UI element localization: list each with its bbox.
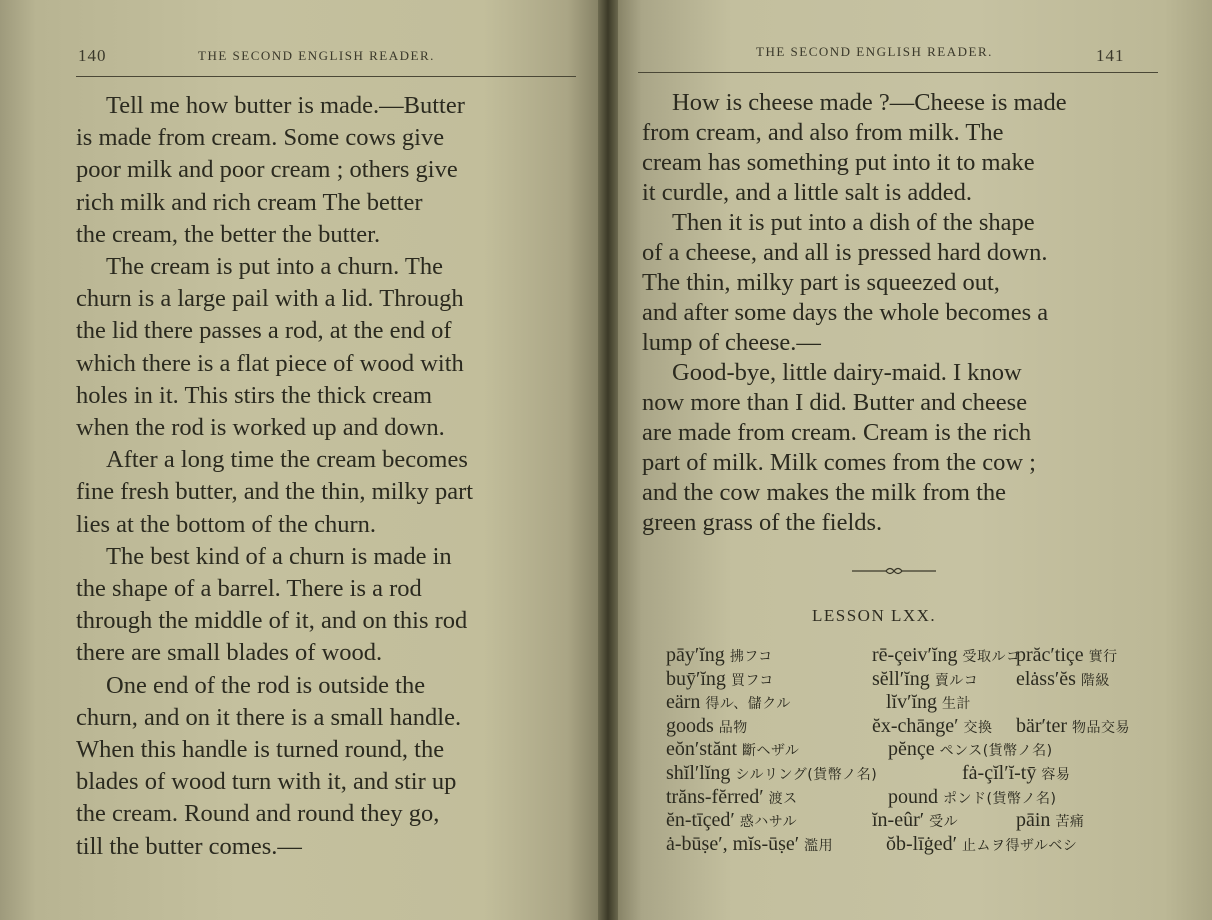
vocabulary-entry bbox=[872, 644, 1020, 667]
paragraph bbox=[76, 251, 576, 444]
vocabulary-gloss: 物品交易 bbox=[1072, 719, 1131, 736]
text-line: fine fresh butter, and the thin, milky part bbox=[76, 478, 474, 506]
vocabulary-word: goods bbox=[666, 714, 719, 737]
text-line: Then it is put into a dish of the shape bbox=[672, 209, 1035, 236]
vocabulary-word: buȳ′ĭng bbox=[666, 667, 731, 690]
vocabulary-entry bbox=[872, 668, 978, 691]
paragraph bbox=[642, 358, 1162, 538]
right-page bbox=[612, 0, 1212, 920]
text-line: part of milk. Milk comes from the cow ; bbox=[642, 449, 1036, 476]
vocabulary-entry bbox=[666, 762, 877, 785]
header-rule-right bbox=[638, 72, 1158, 73]
left-page bbox=[0, 0, 604, 920]
vocabulary-row bbox=[666, 668, 1186, 692]
vocabulary-word: ĭn-eûr′ bbox=[872, 809, 930, 832]
text-line: cream has something put into it to make bbox=[642, 149, 1035, 176]
vocabulary-row bbox=[666, 644, 1186, 668]
vocabulary-row bbox=[666, 762, 1186, 786]
paragraph bbox=[76, 541, 576, 670]
vocabulary-gloss: ペンス(貨幣ノ名) bbox=[939, 743, 1053, 760]
text-line: of a cheese, and all is pressed hard down. bbox=[642, 239, 1048, 266]
vocabulary-row bbox=[666, 786, 1186, 810]
vocabulary-word: elȧss′ĕs bbox=[1016, 667, 1081, 690]
book-gutter bbox=[598, 0, 618, 920]
vocabulary-row bbox=[666, 691, 1186, 715]
vocabulary-entry bbox=[666, 809, 797, 832]
vocabulary-gloss: ポンド(貨幣ノ名) bbox=[943, 790, 1057, 807]
text-line: churn, and on it there is a small handle. bbox=[76, 703, 462, 731]
vocabulary-entry bbox=[666, 738, 799, 761]
text-line: is made from cream. Some cows give bbox=[76, 124, 445, 152]
text-line: the cream, the better the butter. bbox=[76, 220, 381, 248]
vocabulary-gloss: 惑ハサル bbox=[739, 814, 798, 831]
vocabulary-entry bbox=[888, 786, 1056, 809]
text-line: from cream, and also from milk. The bbox=[642, 119, 1004, 146]
vocabulary-row bbox=[666, 833, 1186, 857]
text-line: The thin, milky part is squeezed out, bbox=[642, 269, 1000, 296]
text-line: when the rod is worked up and down. bbox=[76, 414, 445, 442]
vocabulary-gloss: 生計 bbox=[942, 696, 972, 713]
text-line: and after some days the whole becomes a bbox=[642, 299, 1049, 326]
vocabulary-gloss: 受取ルコ bbox=[962, 649, 1021, 665]
text-line: lies at the bottom of the churn. bbox=[76, 510, 377, 538]
vocabulary-entry bbox=[666, 644, 773, 667]
text-line: After a long time the cream becomes bbox=[106, 446, 468, 474]
paragraph bbox=[76, 444, 576, 541]
vocabulary-word: fȧ-çĭl′ĭ-tȳ bbox=[962, 761, 1042, 784]
paragraph bbox=[76, 90, 576, 251]
vocabulary-gloss: 容易 bbox=[1041, 766, 1071, 783]
vocabulary-word: pĕnçe bbox=[888, 738, 940, 761]
running-header-right: THE SECOND ENGLISH READER. bbox=[756, 44, 993, 59]
paragraph bbox=[76, 670, 576, 863]
text-line: holes in it. This stirs the thick cream bbox=[76, 381, 433, 409]
text-line: The best kind of a churn is made in bbox=[106, 542, 452, 570]
vocabulary-word: prăc′tiçe bbox=[1016, 644, 1089, 666]
vocabulary-gloss: 交換 bbox=[963, 719, 993, 736]
vocabulary-entry bbox=[1016, 715, 1130, 738]
text-line: are made from cream. Cream is the rich bbox=[642, 419, 1032, 446]
vocabulary-gloss: 苦痛 bbox=[1055, 814, 1085, 831]
vocabulary-row bbox=[666, 738, 1186, 762]
vocabulary-entry bbox=[872, 715, 993, 738]
vocabulary-gloss: 品物 bbox=[718, 719, 748, 736]
text-line: churn is a large pail with a lid. Through bbox=[76, 285, 464, 313]
vocabulary-gloss: 濫用 bbox=[804, 837, 834, 854]
header-rule-left bbox=[76, 76, 576, 77]
vocabulary-word: shĭl′lĭng bbox=[666, 761, 736, 784]
vocabulary-entry bbox=[872, 809, 958, 832]
text-line: poor milk and poor cream ; others give bbox=[76, 156, 458, 184]
vocabulary-entry bbox=[886, 691, 971, 714]
section-divider-ornament bbox=[852, 564, 936, 578]
page-number-right: 141 bbox=[1096, 46, 1125, 65]
vocabulary-gloss: シルリング(貨幣ノ名) bbox=[735, 766, 878, 783]
vocabulary-gloss: 受ル bbox=[929, 814, 959, 831]
text-line: the cream. Round and round they go, bbox=[76, 800, 440, 828]
vocabulary-word: ŏb-līġed′ bbox=[886, 832, 963, 855]
vocabulary-word: rē-çeiv′ĭng bbox=[872, 644, 963, 666]
vocabulary-entry bbox=[886, 833, 1077, 856]
vocabulary-gloss: 得ル、儲クル bbox=[705, 696, 791, 713]
vocabulary-word: ĕn-tīçed′ bbox=[666, 809, 740, 832]
vocabulary-entry bbox=[666, 786, 798, 809]
text-line: Good-bye, little dairy-maid. I know bbox=[672, 359, 1022, 386]
vocabulary-gloss: 斷ヘザル bbox=[742, 743, 800, 760]
vocabulary-gloss: 拂フコ bbox=[729, 649, 773, 665]
vocabulary-word: eŏn′stănt bbox=[666, 738, 743, 761]
text-line: rich milk and rich cream The better bbox=[76, 188, 423, 216]
vocabulary-word: lĭv′ĭng bbox=[886, 691, 943, 714]
vocabulary-gloss: 渡ス bbox=[768, 790, 798, 807]
text-line: When this handle is turned round, the bbox=[76, 736, 445, 763]
running-header-left: THE SECOND ENGLISH READER. bbox=[198, 48, 435, 63]
vocabulary-entry bbox=[666, 668, 774, 691]
vocabulary-entry bbox=[962, 762, 1070, 785]
vocabulary-word: eärn bbox=[666, 691, 706, 714]
vocabulary-entry bbox=[666, 715, 748, 738]
vocabulary-gloss: 賣ルコ bbox=[934, 672, 979, 689]
text-line: blades of wood turn with it, and stir up bbox=[76, 768, 457, 796]
text-line: green grass of the fields. bbox=[642, 509, 883, 536]
vocabulary-word: ȧ-būṣe′, mĭs-ūṣe′ bbox=[666, 832, 805, 855]
paragraph bbox=[642, 208, 1162, 358]
text-line: Tell me how butter is made.—Butter bbox=[106, 92, 465, 119]
vocabulary-entry bbox=[666, 691, 791, 714]
vocabulary-gloss: 止ムヲ得ザルベシ bbox=[962, 837, 1078, 854]
vocabulary-entry bbox=[888, 738, 1053, 761]
text-line: through the middle of it, and on this rod bbox=[76, 607, 468, 635]
text-line: it curdle, and a little salt is added. bbox=[642, 179, 972, 206]
lesson-title: LESSON LXX. bbox=[812, 606, 937, 625]
text-line: lump of cheese.— bbox=[642, 329, 821, 356]
text-line: the lid there passes a rod, at the end of bbox=[76, 317, 452, 345]
text-line: now more than I did. Butter and cheese bbox=[642, 389, 1028, 416]
vocabulary-word: bär′ter bbox=[1016, 714, 1073, 737]
vocabulary-gloss: 買フコ bbox=[730, 672, 774, 689]
text-line: till the butter comes.— bbox=[76, 832, 302, 860]
vocabulary-word: pāin bbox=[1016, 809, 1056, 832]
vocabulary-word: trăns-fĕrred′ bbox=[666, 785, 769, 808]
vocabulary-list bbox=[666, 644, 1186, 856]
vocabulary-entry bbox=[1016, 809, 1084, 832]
text-line: the shape of a barrel. There is a rod bbox=[76, 575, 422, 602]
vocabulary-entry bbox=[1016, 668, 1110, 691]
vocabulary-row bbox=[666, 809, 1186, 833]
vocabulary-entry bbox=[1016, 644, 1118, 667]
vocabulary-word: ĕx-chānge′ bbox=[872, 714, 964, 737]
text-line: and the cow makes the milk from the bbox=[642, 479, 1006, 506]
text-line: One end of the rod is outside the bbox=[106, 671, 426, 699]
vocabulary-word: sĕll′ĭng bbox=[872, 667, 935, 690]
vocabulary-entry bbox=[666, 833, 833, 856]
vocabulary-word: pāy′ĭng bbox=[666, 644, 730, 666]
vocabulary-word: pound bbox=[888, 785, 943, 808]
vocabulary-row bbox=[666, 715, 1186, 739]
text-line: How is cheese made ?—Cheese is made bbox=[672, 89, 1067, 116]
paragraph bbox=[642, 88, 1162, 208]
text-line: there are small blades of wood. bbox=[76, 639, 383, 667]
page-number-left: 140 bbox=[78, 46, 107, 65]
vocabulary-gloss: 階級 bbox=[1080, 672, 1110, 689]
text-line: The cream is put into a churn. The bbox=[106, 253, 443, 280]
vocabulary-gloss: 實行 bbox=[1088, 649, 1118, 665]
text-line: which there is a flat piece of wood with bbox=[76, 349, 464, 377]
